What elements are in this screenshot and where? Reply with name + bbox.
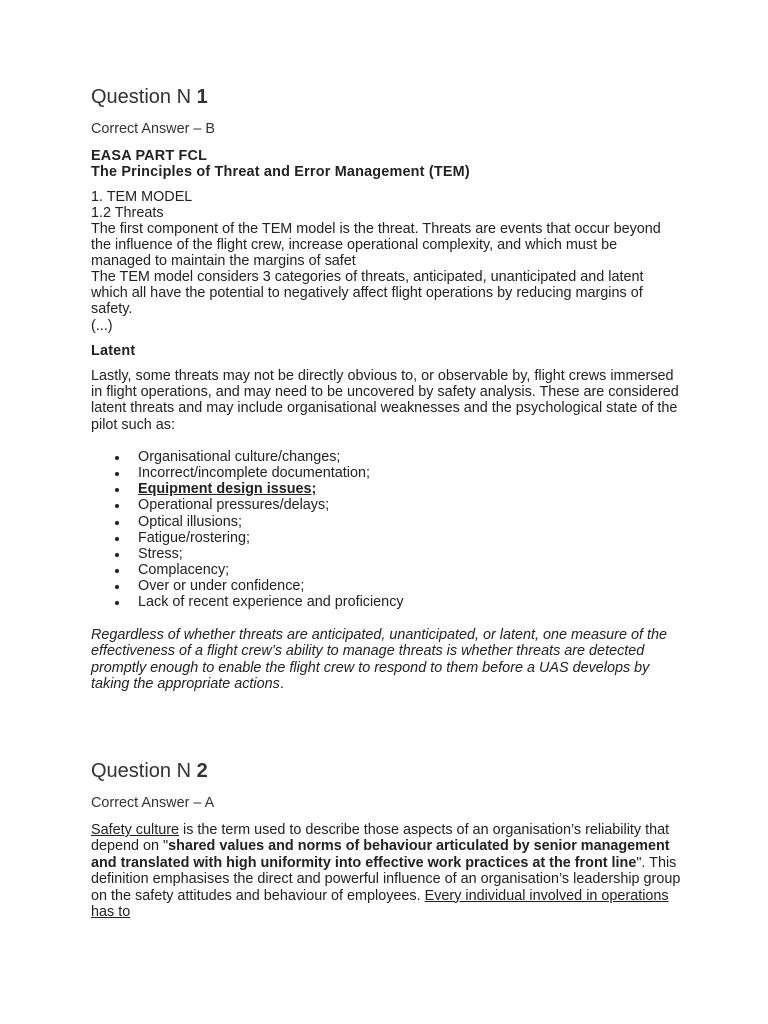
heading-easa-part-fcl: EASA PART FCL	[91, 148, 208, 164]
question-2-title	[91, 759, 208, 783]
latent-paragraph: Lastly, some threats may not be directly obvious to, or observable by, flight crews immersed in flight operations, and may need to be uncovered by safety analysis. These are considered latent threats and may include organisational weaknesses and the psychological state of the pilot such as:	[91, 368, 679, 433]
list-item: Incorrect/incomplete documentation;	[91, 465, 404, 481]
question-1-correct-answer: Correct Answer – B	[91, 121, 215, 137]
latent-threats-list	[91, 449, 404, 610]
threats-paragraph-1: The first component of the TEM model is the threat. Threats are events that occur beyond the influence of the flight crew, increase operational complexity, and which must be managed to maintain the margins of safet	[91, 221, 661, 270]
list-item: Fatigue/rostering;	[91, 530, 404, 546]
question-2-number: 2	[196, 760, 208, 782]
safety-culture-term: Safety culture	[91, 822, 179, 838]
question-2-title-prefix: Question N	[91, 760, 197, 782]
question-2-correct-answer: Correct Answer – A	[91, 795, 215, 811]
safety-culture-quote: shared values and norms of behaviour articulated by senior management and translated with high uniformity into effective work practices at the front line	[91, 838, 670, 871]
list-item: Operational pressures/delays;	[91, 497, 404, 513]
ellipsis: (...)	[91, 318, 113, 334]
section-tem-model: 1. TEM MODEL	[91, 189, 193, 205]
list-item: Organisational culture/changes;	[91, 449, 404, 465]
safety-culture-text-1: is the term used to describe those aspects of an organisation’s reliability that depend on "	[91, 822, 670, 855]
question-1-title-prefix: Question N	[91, 86, 197, 108]
latent-heading: Latent	[91, 343, 136, 359]
conclusion-text: Regardless of whether threats are anticipated, unanticipated, or latent, one measure of the effectiveness of a flight crew’s ability to manage threats is whether threats are detected promptly enough to enable the flight crew to respond to them before a UAS develops by taking the appropriate actions	[91, 627, 667, 693]
section-threats: 1.2 Threats	[91, 205, 164, 221]
threats-paragraph-2: The TEM model considers 3 categories of threats, anticipated, unanticipated and latent which all have the potential to negatively affect flight operations by reducing margins of safety.	[91, 269, 644, 318]
list-item: Stress;	[91, 546, 404, 562]
safety-culture-paragraph	[91, 822, 683, 920]
list-item: Optical illusions;	[91, 514, 404, 530]
list-item: Complacency;	[91, 562, 404, 578]
safety-culture-text-2: ". This definition emphasises the direct and powerful influence of an organisation’s leadership group on the safety attitudes and behaviour of employees.	[91, 854, 681, 904]
list-item: Equipment design issues;	[91, 481, 404, 497]
list-item: Over or under confidence;	[91, 578, 404, 594]
safety-culture-underlined-tail: Every individual involved in operations has to	[91, 887, 669, 921]
question-1-title	[91, 85, 208, 109]
list-item: Lack of recent experience and proficiency	[91, 594, 404, 610]
question-1-number: 1	[196, 86, 208, 108]
conclusion-period: .	[279, 676, 284, 693]
conclusion-paragraph	[91, 627, 681, 693]
heading-tem-principles: The Principles of Threat and Error Management (TEM)	[91, 164, 470, 180]
